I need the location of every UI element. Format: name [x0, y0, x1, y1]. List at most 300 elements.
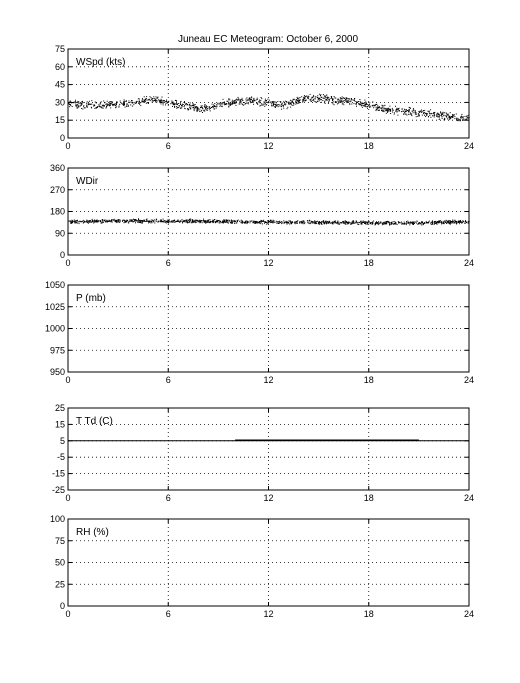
y-tick-label: 15 [54, 419, 65, 430]
data-point [219, 104, 220, 105]
data-point [435, 221, 436, 222]
data-point [353, 223, 354, 224]
data-point [240, 101, 241, 102]
data-point [386, 110, 387, 111]
data-point [174, 107, 175, 108]
data-point [96, 107, 97, 108]
data-point [138, 222, 139, 223]
data-point [190, 105, 191, 106]
data-point [316, 221, 317, 222]
data-point [413, 109, 414, 110]
data-point [397, 111, 398, 112]
data-point [89, 104, 90, 105]
data-point [383, 224, 384, 225]
data-point [452, 220, 453, 221]
data-point [71, 102, 72, 103]
data-point [146, 103, 147, 104]
data-point [194, 222, 195, 223]
data-point [128, 100, 129, 101]
data-point [237, 221, 238, 222]
data-point [407, 110, 408, 111]
data-point [454, 220, 455, 221]
data-point [111, 103, 112, 104]
x-tick-label: 18 [363, 375, 374, 385]
data-point [211, 221, 212, 222]
data-point [192, 105, 193, 106]
data-point [328, 99, 329, 100]
data-point [281, 221, 282, 222]
data-point [297, 100, 298, 101]
data-point [373, 221, 374, 222]
data-point [387, 112, 388, 113]
data-point [307, 220, 308, 221]
data-point [441, 115, 442, 116]
data-point [335, 222, 336, 223]
data-point [139, 101, 140, 102]
data-point [187, 108, 188, 109]
data-point [432, 224, 433, 225]
data-point [259, 106, 260, 107]
data-point [451, 117, 452, 118]
data-point [126, 221, 127, 222]
data-point [302, 221, 303, 222]
data-point [392, 110, 393, 111]
data-point [103, 222, 104, 223]
data-point [411, 222, 412, 223]
data-point [90, 220, 91, 221]
data-point [151, 99, 152, 100]
data-point [106, 107, 107, 108]
data-point [349, 103, 350, 104]
data-point [156, 219, 157, 220]
data-point [297, 220, 298, 221]
data-point [385, 223, 386, 224]
data-point [360, 221, 361, 222]
data-point [231, 223, 232, 224]
data-point [179, 106, 180, 107]
data-point [227, 220, 228, 221]
data-point [143, 101, 144, 102]
data-point [275, 104, 276, 105]
y-tick-label: 60 [54, 61, 65, 72]
data-point [83, 106, 84, 107]
data-point [312, 97, 313, 98]
data-point [92, 220, 93, 221]
data-point [138, 218, 139, 219]
data-point [260, 223, 261, 224]
data-point [385, 109, 386, 110]
data-point [424, 115, 425, 116]
data-point [171, 221, 172, 222]
data-point [244, 223, 245, 224]
data-point [76, 104, 77, 105]
data-point [83, 220, 84, 221]
data-point [223, 219, 224, 220]
data-point [358, 224, 359, 225]
data-point [393, 221, 394, 222]
data-point [430, 109, 431, 110]
data-point [168, 222, 169, 223]
data-point [346, 101, 347, 102]
data-point [129, 221, 130, 222]
data-point [299, 102, 300, 103]
data-point [107, 101, 108, 102]
data-point [82, 103, 83, 104]
data-point [75, 102, 76, 103]
y-tick-label: 25 [54, 403, 65, 413]
data-point [117, 102, 118, 103]
data-point [236, 222, 237, 223]
data-point [424, 112, 425, 113]
data-point [283, 106, 284, 107]
data-point [141, 102, 142, 103]
data-point [321, 224, 322, 225]
data-point [188, 220, 189, 221]
data-point [334, 221, 335, 222]
data-point [99, 220, 100, 221]
data-point [94, 220, 95, 221]
data-point [413, 110, 414, 111]
data-point [184, 101, 185, 102]
data-point [260, 100, 261, 101]
data-point [220, 221, 221, 222]
data-point [222, 104, 223, 105]
data-point [469, 117, 470, 118]
data-point [107, 105, 108, 106]
data-point [466, 119, 467, 120]
data-point [179, 222, 180, 223]
data-point [168, 220, 169, 221]
data-point [69, 104, 70, 105]
data-point [338, 101, 339, 102]
data-point [245, 103, 246, 104]
data-point [206, 109, 207, 110]
x-tick-label: 24 [463, 493, 475, 503]
data-point [153, 100, 154, 101]
data-point [333, 101, 334, 102]
data-point [288, 220, 289, 221]
data-point [247, 223, 248, 224]
data-point [468, 115, 469, 116]
data-point [352, 99, 353, 100]
data-point [277, 222, 278, 223]
data-point [152, 100, 153, 101]
data-point [228, 220, 229, 221]
data-point [202, 220, 203, 221]
data-point [406, 109, 407, 110]
data-point [97, 107, 98, 108]
data-point [151, 220, 152, 221]
data-point [168, 104, 169, 105]
data-point [372, 105, 373, 106]
data-point [268, 221, 269, 222]
data-point [440, 111, 441, 112]
data-point [243, 105, 244, 106]
data-point [261, 98, 262, 99]
data-point [257, 221, 258, 222]
data-point [217, 103, 218, 104]
data-point [155, 99, 156, 100]
data-point [148, 99, 149, 100]
data-point [317, 101, 318, 102]
data-point [285, 101, 286, 102]
data-point [327, 99, 328, 100]
data-point [422, 115, 423, 116]
data-point [182, 222, 183, 223]
chart-panel-1 [55, 44, 474, 151]
data-point [124, 103, 125, 104]
data-point [337, 222, 338, 223]
data-point [199, 109, 200, 110]
data-point [189, 222, 190, 223]
data-point [281, 223, 282, 224]
data-point [176, 108, 177, 109]
data-point [210, 222, 211, 223]
data-point [307, 222, 308, 223]
data-point [261, 103, 262, 104]
data-point [106, 103, 107, 104]
data-point [350, 224, 351, 225]
data-point [69, 102, 70, 103]
data-point [74, 101, 75, 102]
data-point [159, 101, 160, 102]
data-point [174, 106, 175, 107]
data-point [290, 102, 291, 103]
y-tick-label: 1025 [44, 301, 65, 312]
data-point [165, 222, 166, 223]
y-tick-label: 270 [49, 184, 65, 195]
data-point [385, 110, 386, 111]
data-point [76, 220, 77, 221]
data-point [266, 104, 267, 105]
data-point [273, 105, 274, 106]
data-point [273, 221, 274, 222]
data-point [310, 100, 311, 101]
x-tick-label: 0 [65, 493, 71, 503]
data-point [146, 96, 147, 97]
data-point [459, 119, 460, 120]
data-point [240, 103, 241, 104]
data-point [328, 223, 329, 224]
data-point [156, 96, 157, 97]
data-point [304, 97, 305, 98]
data-point [323, 94, 324, 95]
data-point [241, 101, 242, 102]
data-point [260, 102, 261, 103]
data-point [216, 106, 217, 107]
data-point [390, 110, 391, 111]
data-point [200, 222, 201, 223]
data-point [232, 223, 233, 224]
data-point [439, 119, 440, 120]
data-point [213, 104, 214, 105]
data-point [99, 106, 100, 107]
data-point [110, 221, 111, 222]
data-point [190, 220, 191, 221]
data-point [443, 115, 444, 116]
data-point [317, 95, 318, 96]
data-point [412, 221, 413, 222]
data-point [182, 105, 183, 106]
data-point [328, 101, 329, 102]
data-point [192, 219, 193, 220]
data-point [100, 220, 101, 221]
data-point [281, 106, 282, 107]
data-point [447, 221, 448, 222]
data-point [254, 100, 255, 101]
data-point [384, 108, 385, 109]
y-tick-label: 50 [54, 557, 65, 568]
data-point [135, 103, 136, 104]
data-point [189, 219, 190, 220]
data-point [273, 102, 274, 103]
data-point [343, 97, 344, 98]
data-point [139, 99, 140, 100]
data-point [141, 100, 142, 101]
data-point [429, 111, 430, 112]
data-point [315, 221, 316, 222]
data-point [264, 223, 265, 224]
data-point [363, 103, 364, 104]
data-point [161, 220, 162, 221]
data-point [408, 109, 409, 110]
data-point [142, 99, 143, 100]
data-point [163, 104, 164, 105]
data-point [303, 100, 304, 101]
data-point [124, 104, 125, 105]
data-point [373, 107, 374, 108]
data-point [133, 222, 134, 223]
data-point [363, 222, 364, 223]
data-point [323, 221, 324, 222]
data-point [378, 224, 379, 225]
data-point [153, 220, 154, 221]
chart-panel-2 [50, 163, 474, 268]
x-tick-label: 12 [263, 375, 274, 385]
chart-panel-5 [50, 514, 474, 619]
data-point [167, 102, 168, 103]
y-tick-label: -15 [51, 468, 65, 479]
data-point [283, 108, 284, 109]
data-point [324, 95, 325, 96]
data-point [152, 102, 153, 103]
data-point [277, 221, 278, 222]
data-point [304, 98, 305, 99]
data-point [148, 222, 149, 223]
data-point [423, 113, 424, 114]
data-point [369, 222, 370, 223]
data-point [315, 98, 316, 99]
data-point [292, 222, 293, 223]
data-point [378, 110, 379, 111]
data-point [233, 101, 234, 102]
data-point [280, 106, 281, 107]
data-point [450, 118, 451, 119]
data-point [468, 221, 469, 222]
data-point [116, 220, 117, 221]
data-point [224, 220, 225, 221]
data-point [389, 111, 390, 112]
data-point [182, 219, 183, 220]
data-point [449, 220, 450, 221]
data-point [112, 222, 113, 223]
data-point [308, 221, 309, 222]
data-point [178, 107, 179, 108]
data-point [459, 223, 460, 224]
data-point [372, 224, 373, 225]
data-point [373, 223, 374, 224]
data-point [409, 224, 410, 225]
data-point [165, 101, 166, 102]
data-point [203, 219, 204, 220]
data-point [169, 221, 170, 222]
data-point [135, 220, 136, 221]
data-point [415, 110, 416, 111]
data-point [417, 116, 418, 117]
x-tick-label: 6 [165, 609, 171, 619]
data-point [110, 105, 111, 106]
data-point [394, 114, 395, 115]
data-point [404, 112, 405, 113]
data-point [328, 103, 329, 104]
data-point [356, 101, 357, 102]
data-point [94, 104, 95, 105]
data-point [78, 221, 79, 222]
data-point [362, 107, 363, 108]
data-point [165, 104, 166, 105]
data-point [338, 98, 339, 99]
data-point [154, 219, 155, 220]
data-point [238, 97, 239, 98]
data-point [251, 221, 252, 222]
data-point [259, 101, 260, 102]
data-point [231, 220, 232, 221]
data-point [209, 109, 210, 110]
data-point [329, 100, 330, 101]
data-point [384, 111, 385, 112]
data-point [96, 221, 97, 222]
data-point [318, 99, 319, 100]
data-point [451, 221, 452, 222]
data-point [292, 101, 293, 102]
x-tick-label: 18 [363, 493, 374, 503]
data-point [381, 108, 382, 109]
data-point [405, 111, 406, 112]
data-point [72, 222, 73, 223]
x-tick-label: 0 [65, 609, 71, 619]
data-point [109, 220, 110, 221]
x-tick-label: 12 [263, 258, 274, 268]
data-point [253, 104, 254, 105]
data-point [454, 118, 455, 119]
data-point [116, 101, 117, 102]
data-point [90, 104, 91, 105]
data-point [458, 118, 459, 119]
data-point [325, 96, 326, 97]
data-point [193, 103, 194, 104]
data-point [298, 98, 299, 99]
data-point [368, 104, 369, 105]
data-point [78, 101, 79, 102]
data-points [69, 218, 470, 225]
data-point [216, 108, 217, 109]
data-point [375, 223, 376, 224]
data-point [443, 113, 444, 114]
data-point [306, 96, 307, 97]
data-point [406, 111, 407, 112]
data-point [297, 101, 298, 102]
data-point [247, 222, 248, 223]
